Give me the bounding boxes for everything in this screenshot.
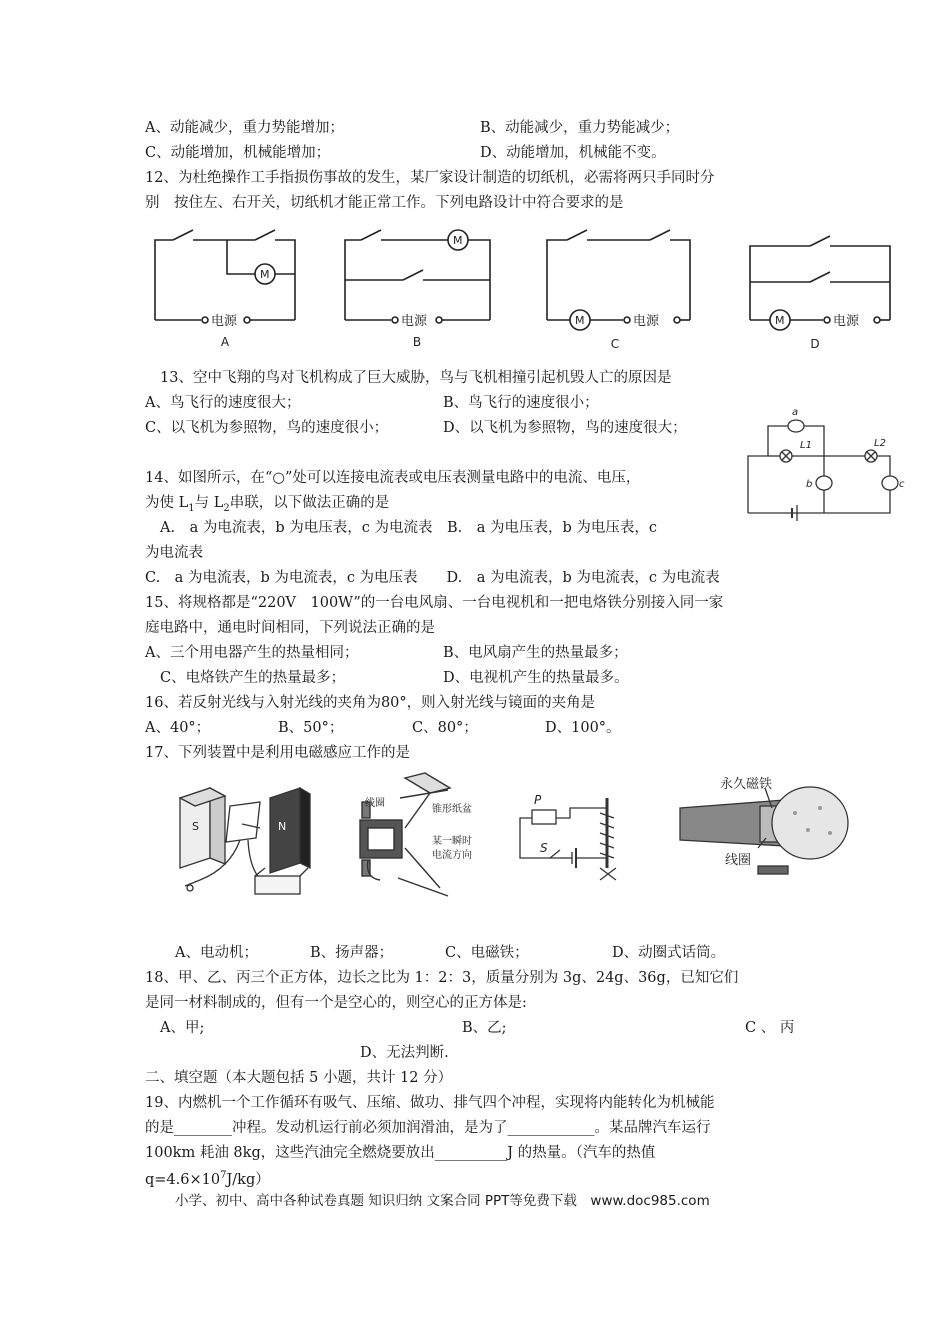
q19-line3: 100km 耗油 8kg，这些汽油完全燃烧要放出__________J 的热量。（汽车的热值 bbox=[145, 1145, 656, 1161]
q16-option-d: D、100°。 bbox=[545, 720, 621, 736]
q14-stem-line2: 为使 $L_1$与 $L_2$串联，以下做法正确的是 bbox=[145, 495, 390, 514]
q15-option-c: C、电烙铁产生的热量最多； bbox=[160, 670, 346, 686]
q17-option-b: B、扬声器； bbox=[310, 945, 394, 961]
motor-pole-n: N bbox=[278, 820, 287, 833]
fig-electromagnet bbox=[520, 798, 616, 880]
q14-label-l1: L1 bbox=[800, 440, 812, 451]
q14-label-b: b bbox=[806, 479, 813, 490]
q19-line1: 19、内燃机一个工作循环有吸气、压缩、做功、排气四个冲程，实现将内能转化为机械能 bbox=[145, 1095, 715, 1111]
mic-magnet-label: 永久磁铁 bbox=[720, 777, 773, 792]
q17-option-d: D、动圈式话筒。 bbox=[612, 945, 726, 961]
power-label-a: 电源 bbox=[211, 314, 238, 329]
circuit-caption-b: B bbox=[412, 335, 422, 349]
fig-microphone bbox=[680, 787, 848, 874]
q18-stem-line1: 18、甲、乙、丙三个正方体，边长之比为 1：2：3，质量分别为 3g、24g、36g，已知它们 bbox=[145, 970, 739, 986]
q18-stem-line2: 是同一材料制成的，但有一个是空心的，则空心的正方体是: bbox=[145, 995, 527, 1011]
q13-option-a: A、鸟飞行的速度很大； bbox=[145, 395, 301, 411]
q13-option-d: D、以飞机为参照物，鸟的速度很大； bbox=[443, 420, 687, 436]
power-label-c: 电源 bbox=[633, 314, 660, 329]
q13-stem: 13、空中飞翔的鸟对飞机构成了巨大威胁，鸟与飞机相撞引起机毁人亡的原因是 bbox=[160, 370, 672, 386]
q14-circuit-diagram bbox=[740, 398, 905, 523]
q16-option-a: A、40°； bbox=[145, 720, 211, 736]
q14-label-c: c bbox=[899, 479, 905, 490]
speaker-current-label: 某一瞬时 bbox=[432, 836, 472, 847]
speaker-coil-label: 线圈 bbox=[365, 798, 385, 809]
fig-motor bbox=[180, 788, 310, 894]
q12-circuit-diagrams bbox=[145, 222, 905, 357]
page-footer: 小学、初中、高中各种试卷真题 知识归纳 文案合同 PPT等免费下载 www.doc985.com bbox=[175, 1193, 710, 1209]
motor-label-b: M bbox=[453, 234, 463, 247]
q19-line2: 的是________冲程。发动机运行前必须加润滑油，是为了____________。某品牌汽车运行 bbox=[145, 1120, 711, 1136]
q11-option-c: C、动能增加，机械能增加； bbox=[145, 145, 331, 161]
motor-label-c: M bbox=[575, 314, 585, 327]
q12-stem-line1: 12、为杜绝操作工手指损伤事故的发生，某厂家设计制造的切纸机，必需将两只手同时分 bbox=[145, 170, 715, 186]
q14-label-a: a bbox=[792, 407, 799, 418]
circuit-caption-d: D bbox=[810, 337, 820, 351]
q16-stem: 16、若反射光线与入射光线的夹角为80°，则入射光线与镜面的夹角是 bbox=[145, 695, 596, 711]
circuit-caption-c: C bbox=[610, 337, 620, 351]
q17-option-a: A、电动机； bbox=[175, 945, 258, 961]
q18-option-d: D、无法判断. bbox=[360, 1045, 449, 1061]
q15-option-b: B、电风扇产生的热量最多； bbox=[443, 645, 628, 661]
q19-line4: $q=4.6\times 10^7J/kg$） bbox=[145, 1170, 270, 1188]
circuit-d bbox=[750, 236, 890, 330]
q18-option-a: A、甲; bbox=[160, 1020, 205, 1036]
q17-option-c: C、电磁铁； bbox=[445, 945, 529, 961]
q16-option-c: C、80°； bbox=[412, 720, 478, 736]
q14-options-cd: C. a 为电流表，b 为电流表，c 为电压表 D. a 为电流表，b 为电流表，c 为电流表 bbox=[145, 570, 720, 586]
speaker-cone-label: 锥形纸盆 bbox=[432, 804, 472, 815]
q12-stem-line2: 别 按住左、右开关，切纸机才能正常工作。下列电路设计中符合要求的是 bbox=[145, 195, 624, 211]
mic-coil-label: 线圈 bbox=[725, 853, 752, 868]
q15-stem-line2: 庭电路中，通电时间相同，下列说法正确的是 bbox=[145, 620, 435, 636]
q14-stem-line1: 14、如图所示，在“○”处可以连接电流表或电压表测量电路中的电流、电压， bbox=[145, 470, 641, 486]
speaker-current-label-2: 电流方向 bbox=[432, 850, 472, 861]
q15-option-a: A、三个用电器产生的热量相同； bbox=[145, 645, 359, 661]
q17-stem: 17、下列装置中是利用电磁感应工作的是 bbox=[145, 745, 410, 761]
q18-option-b: B、乙; bbox=[462, 1020, 507, 1036]
q16-option-b: B、50°； bbox=[278, 720, 344, 736]
q11-option-a: A、动能减少，重力势能增加； bbox=[145, 120, 344, 136]
circuit-c bbox=[547, 230, 690, 330]
power-label-d: 电源 bbox=[833, 314, 860, 329]
q17-device-figures bbox=[160, 768, 870, 918]
circuit-caption-a: A bbox=[220, 335, 230, 349]
motor-label-d: M bbox=[775, 314, 785, 327]
power-label-b: 电源 bbox=[401, 314, 428, 329]
q18-option-c: C 、 丙 bbox=[745, 1020, 795, 1036]
q11-option-d: D、动能增加，机械能不变。 bbox=[480, 145, 666, 161]
circuit-a bbox=[155, 230, 295, 323]
fig-loudspeaker bbox=[360, 773, 450, 896]
q14-options-ab: A. a 为电流表，b 为电压表，c 为电流表 B. a 为电压表，b 为电压表，c bbox=[160, 520, 657, 536]
q15-option-d: D、电视机产生的热量最多。 bbox=[443, 670, 629, 686]
q14-option-b-continued: 为电流表 bbox=[145, 545, 203, 561]
q14-label-l2: L2 bbox=[874, 438, 886, 449]
q13-option-c: C、以飞机为参照物，鸟的速度很小； bbox=[145, 420, 389, 436]
circuit-b bbox=[345, 230, 490, 323]
motor-label-a: M bbox=[260, 268, 270, 281]
section-2-heading: 二、填空题（本大题包括 5 小题，共计 12 分） bbox=[145, 1070, 453, 1086]
q13-option-b: B、鸟飞行的速度很小； bbox=[443, 395, 599, 411]
q11-option-b: B、动能减少，重力势能减少； bbox=[480, 120, 680, 136]
q15-stem-line1: 15、将规格都是“220V 100W”的一台电风扇、一台电视机和一把电烙铁分别接入同一家 bbox=[145, 595, 724, 611]
electromagnet-s-label: S bbox=[540, 841, 548, 855]
electromagnet-p-label: P bbox=[534, 793, 542, 807]
motor-pole-s: S bbox=[192, 820, 199, 833]
